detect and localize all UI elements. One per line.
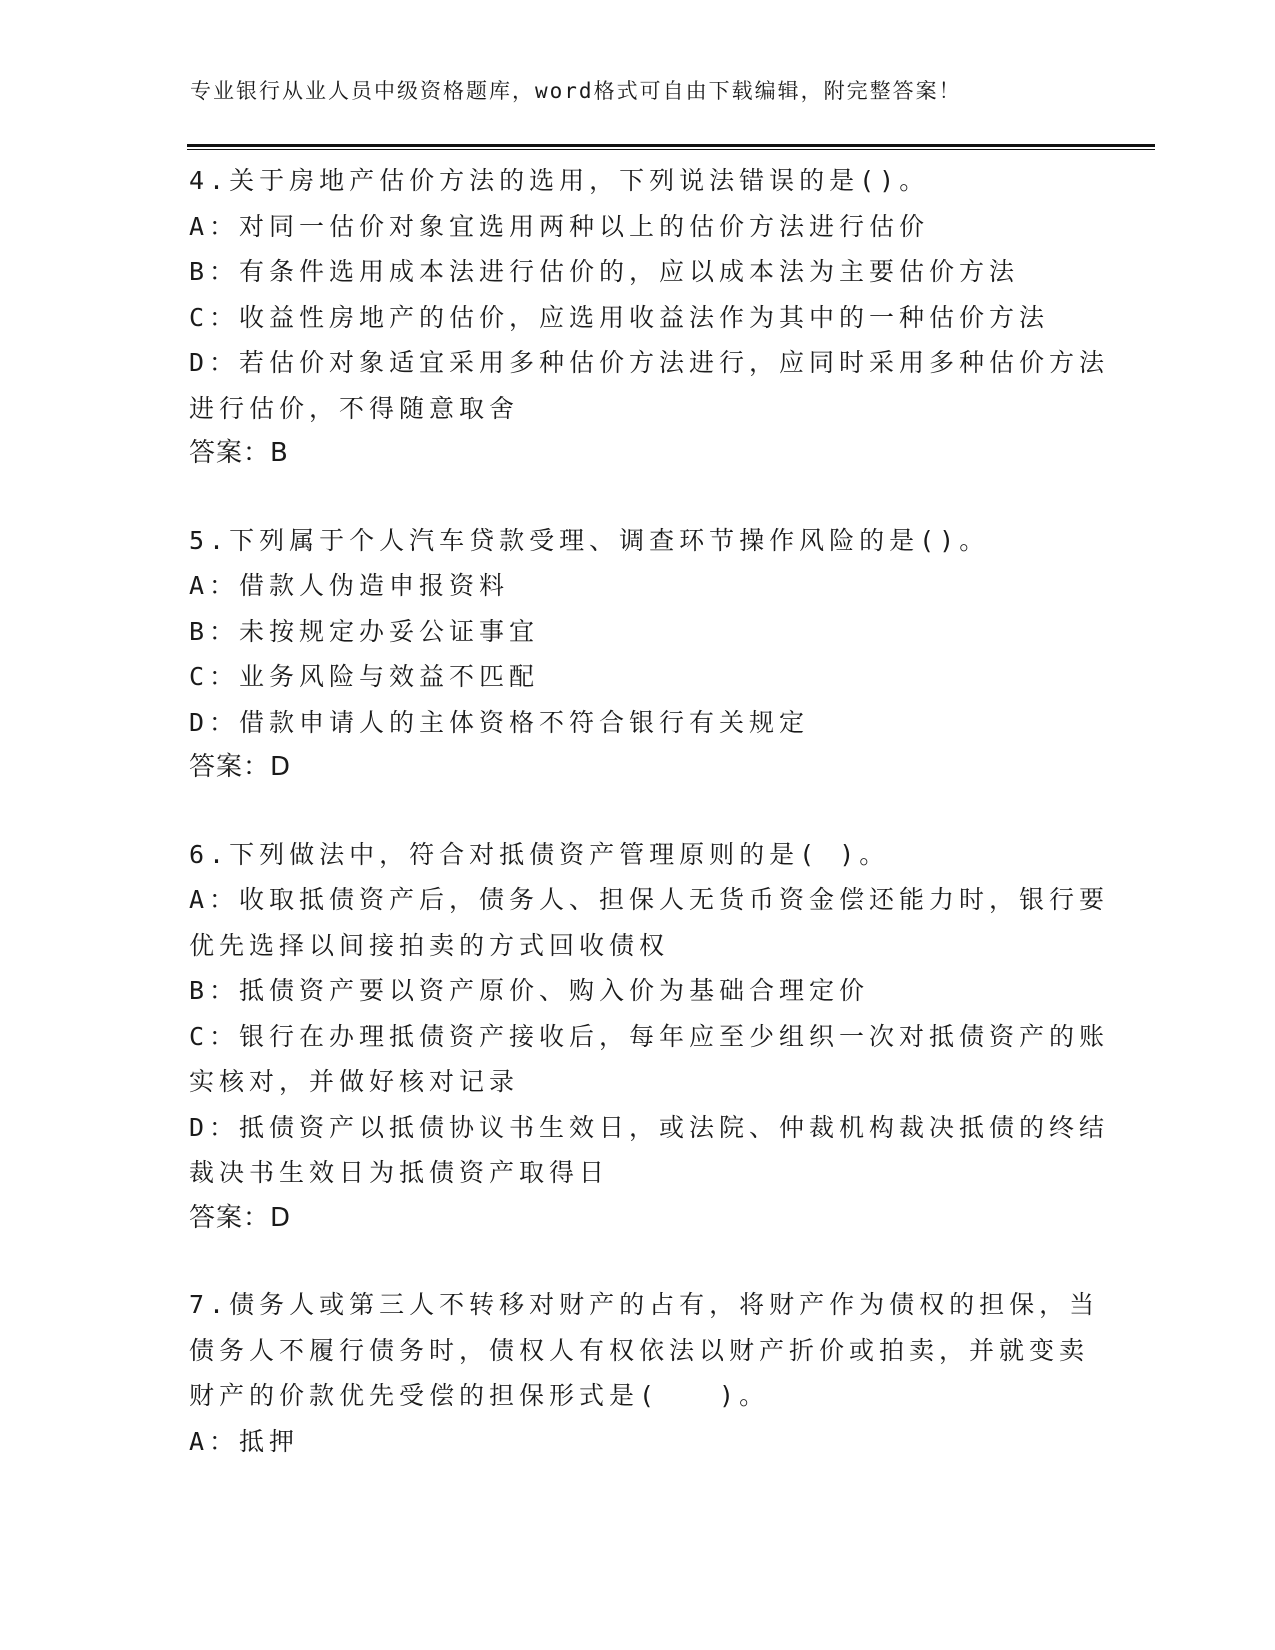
spacer [189, 791, 1089, 832]
question-stem: 4.关于房地产估价方法的选用，下列说法错误的是()。 [189, 166, 930, 195]
question-7 [189, 1282, 1100, 1464]
question-stem-continued: 债务人不履行债务时，债权人有权依法以财产折价或拍卖，并就变卖 [189, 1335, 1090, 1365]
spacer [189, 477, 1089, 518]
option-d: D：若估价对象适宜采用多种估价方法进行，应同时采用多种估价方法 [189, 348, 1110, 377]
question-stem: 6.下列做法中，符合对抵债资产管理原则的是( )。 [189, 839, 890, 869]
option-c: C：业务风险与效益不匹配 [189, 662, 540, 691]
spacer [189, 1241, 1089, 1282]
option-a: A：对同一估价对象宜选用两种以上的估价方法进行估价 [189, 211, 930, 241]
question-stem: 7.债务人或第三人不转移对财产的占有，将财产作为债权的担保，当 [189, 1290, 1100, 1319]
option-a: A：收取抵债资产后，债务人、担保人无货币资金偿还能力时，银行要 [189, 885, 1110, 914]
page-header: 专业银行从业人员中级资格题库，word格式可自由下载编辑，附完整答案！ [190, 79, 962, 103]
option-c-continued: 实核对，并做好核对记录 [189, 1067, 520, 1096]
question-4 [189, 158, 1110, 477]
answer: 答案：D [189, 1202, 292, 1233]
option-d: D：抵债资产以抵债协议书生效日，或法院、仲裁机构裁决抵债的终结 [189, 1112, 1110, 1142]
header-divider-thin [187, 149, 1155, 150]
option-a-continued: 优先选择以间接拍卖的方式回收债权 [189, 930, 670, 960]
option-a: A：借款人伪造申报资料 [189, 571, 510, 600]
option-d-continued: 进行估价，不得随意取舍 [189, 393, 520, 423]
option-c: C：银行在办理抵债资产接收后，每年应至少组织一次对抵债资产的账 [189, 1021, 1110, 1051]
option-b: B：未按规定办妥公证事宜 [189, 616, 540, 646]
option-a: A：抵押 [189, 1426, 300, 1456]
option-c: C：收益性房地产的估价，应选用收益法作为其中的一种估价方法 [189, 302, 1050, 332]
answer: 答案：B [189, 438, 289, 468]
question-stem-continued: 财产的价款优先受偿的担保形式是( )。 [189, 1381, 770, 1410]
answer: 答案：D [189, 752, 292, 782]
option-d-continued: 裁决书生效日为抵债资产取得日 [189, 1158, 610, 1187]
question-list [189, 158, 1110, 1464]
option-d: D：借款申请人的主体资格不符合银行有关规定 [189, 707, 810, 737]
question-5 [189, 518, 1089, 791]
question-6 [189, 832, 1110, 1242]
option-b: B：有条件选用成本法进行估价的，应以成本法为主要估价方法 [189, 257, 1020, 286]
header-divider-thick [187, 144, 1155, 147]
option-b: B：抵债资产要以资产原价、购入价为基础合理定价 [189, 976, 870, 1005]
question-stem: 5.下列属于个人汽车贷款受理、调查环节操作风险的是()。 [189, 525, 990, 555]
